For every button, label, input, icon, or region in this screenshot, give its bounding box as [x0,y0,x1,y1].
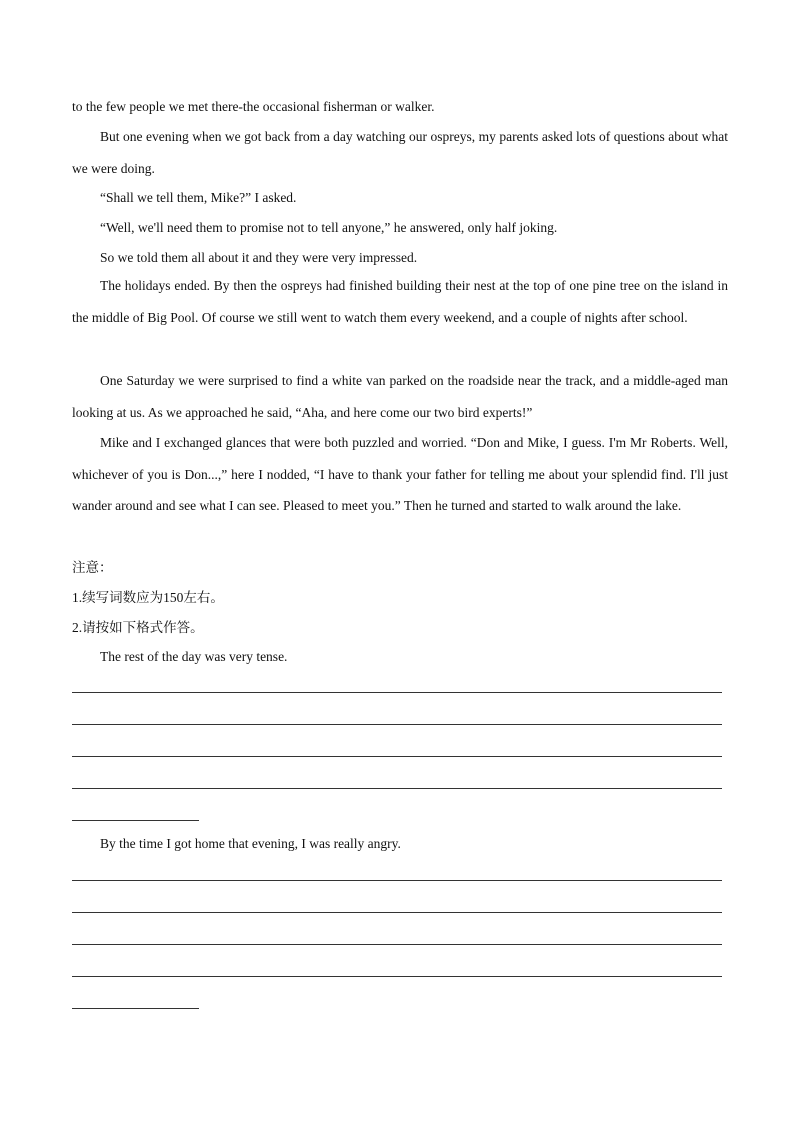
writing-prompt-2: By the time I got home that evening, I was really angry. [100,836,401,851]
paragraph-8: Mike and I exchanged glances that were both puzzled and worried. “Don and Mike, I guess. I'm Mr Roberts. Well, whichever of you is Don...,” here I nodded, “I have to thank your father for telling me about your splendid find. I'll just wander around and see what I can see. Pleased to meet you.” Then he turned and started to walk around the lake. [72,435,728,513]
answer-line[interactable] [72,788,722,789]
paragraph-2: But one evening when we got back from a day watching our ospreys, my parents asked lots of questions about what we were doing. [72,129,728,176]
writing-prompt-1: The rest of the day was very tense. [100,649,288,664]
answer-line-short[interactable] [72,820,199,821]
answer-line[interactable] [72,724,722,725]
answer-line[interactable] [72,880,722,881]
answer-line-short[interactable] [72,1008,199,1009]
notes-heading: 注意： [72,560,113,575]
answer-line[interactable] [72,944,722,945]
paragraph-6: The holidays ended. By then the ospreys had finished building their nest at the top of one pine tree on the island in the middle of Big Pool. Of course we still went to watch them every weekend, and a couple of nights after school. [72,278,728,325]
paragraph-4: “Well, we'll need them to promise not to tell anyone,” he answered, only half joking. [100,220,558,235]
notes-item-2: 2.请按如下格式作答。 [72,620,204,635]
paragraph-1: to the few people we met there-the occasional fisherman or walker. [72,99,435,114]
paragraph-5: So we told them all about it and they were very impressed. [100,250,418,265]
paragraph-7: One Saturday we were surprised to find a white van parked on the roadside near the track, and a middle-aged man looking at us. As we approached he said, “Aha, and here come our two bird experts!” [72,373,728,420]
paragraph-3: “Shall we tell them, Mike?” I asked. [100,190,297,205]
answer-line[interactable] [72,912,722,913]
answer-line[interactable] [72,976,722,977]
answer-line[interactable] [72,756,722,757]
notes-item-1: 1.续写词数应为150左右。 [72,590,224,605]
answer-line[interactable] [72,692,722,693]
